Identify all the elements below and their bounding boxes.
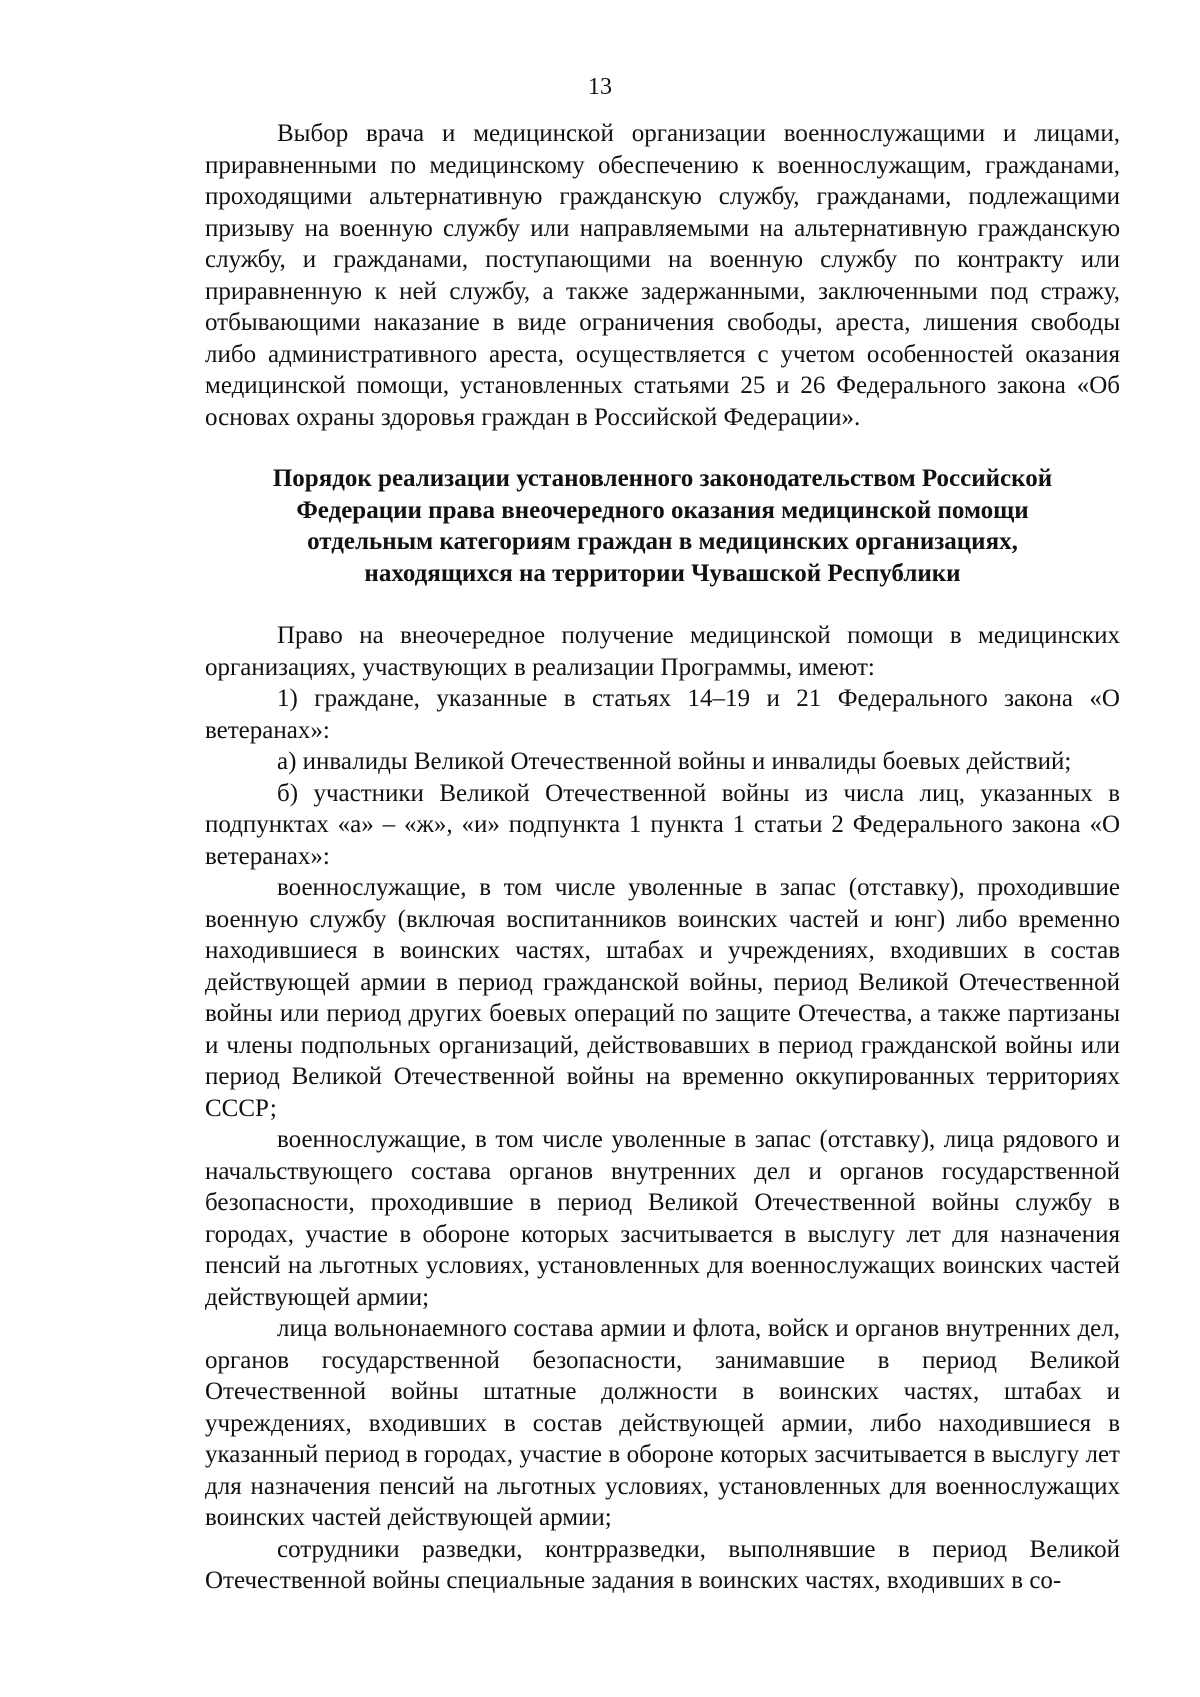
section-heading-line: Порядок реализации установленного законодательством Российской <box>272 465 1053 492</box>
paragraph-military-personnel: военнослужащие, в том числе уволенные в запас (отставку), проходившие военную службу (включая воспитанников воинских частей и юнг) либо временно находившиеся в воинских частях, штабах и учреждениях, входивших в состав действующей армии в период гражданской войны, период Великой Отечественной войны или период других боевых операций по защите Отечества, а также партизаны и члены подпольных организаций, действовавших в период гражданской войны или период Великой Отечественной войны на временно оккупированных территориях СССР; <box>205 874 1120 1122</box>
list-item-a: а) инвалиды Великой Отечественной войны и инвалиды боевых действий; <box>277 748 1072 775</box>
paragraph-right-to-priority-care: Право на внеочередное получение медицинской помощи в медицинских организациях, участвующих в реализации Программы, имеют: <box>205 622 1120 681</box>
paragraph-intelligence-officers: сотрудники разведки, контрразведки, выполнявшие в период Великой Отечественной войны специальные задания в воинских частях, входивших в со- <box>205 1535 1120 1594</box>
section-heading-line: Федерации права внеочередного оказания медицинской помощи <box>296 496 1029 524</box>
document-body <box>205 118 1120 1597</box>
paragraph-civilian-staff: лица вольнонаемного состава армии и флота, войск и органов внутренних дел, органов государственной безопасности, занимавшие в период Великой Отечественной войны штатные должности в воинских частях, штабах и учреждениях, входивших в состав действующей армии, либо находившиеся в указанный период в городах, участие в обороне которых засчитывается в выслугу лет для назначения пенсий на льготных условиях, установленных для военнослужащих воинских частей действующей армии; <box>205 1315 1120 1531</box>
paragraph-internal-affairs-personnel: военнослужащие, в том числе уволенные в запас (отставку), лица рядового и начальствующего состава органов внутренних дел и органов государственной безопасности, проходившие в период Великой Отечественной войны службу в городах, участие в обороне которых засчитывается в выслугу лет для назначения пенсий на льготных условиях, установленных для военнослужащих воинских частей действующей армии; <box>205 1126 1120 1311</box>
intro-paragraph: Выбор врача и медицинской организации военнослужащими и лицами, приравненными по медицинскому обеспечению к военнослужащим, гражданами, проходящими альтернативную гражданскую службу, гражданами, подлежащими призыву на военную службу или направляемыми на альтернативную гражданскую службу, и гражданами, поступающими на военную службу по контракту или приравненную к ней службу, а также задержанными, заключенными под стражу, отбывающими наказание в виде ограничения свободы, ареста, лишения свободы либо административного ареста, осуществляется с учетом особенностей оказания медицинской помощи, установленных статьями 25 и 26 Федерального закона «Об основах охраны здоровья граждан в Российской Федерации». <box>205 120 1120 431</box>
section-heading <box>205 463 1120 589</box>
list-item-1: 1) граждане, указанные в статьях 14–19 и 21 Федерального закона «О ветеранах»: <box>205 685 1120 744</box>
list-item-b: б) участники Великой Отечественной войны из числа лиц, указанных в подпунктах «а» – «ж», «и» подпункта 1 пункта 1 статьи 2 Федерального закона «О ветеранах»: <box>205 779 1120 870</box>
page-number: 13 <box>588 74 612 100</box>
section-heading-line: находящихся на территории Чувашской Республики <box>364 559 961 587</box>
section-heading-line: отдельным категориям граждан в медицинских организациях, <box>307 528 1018 555</box>
